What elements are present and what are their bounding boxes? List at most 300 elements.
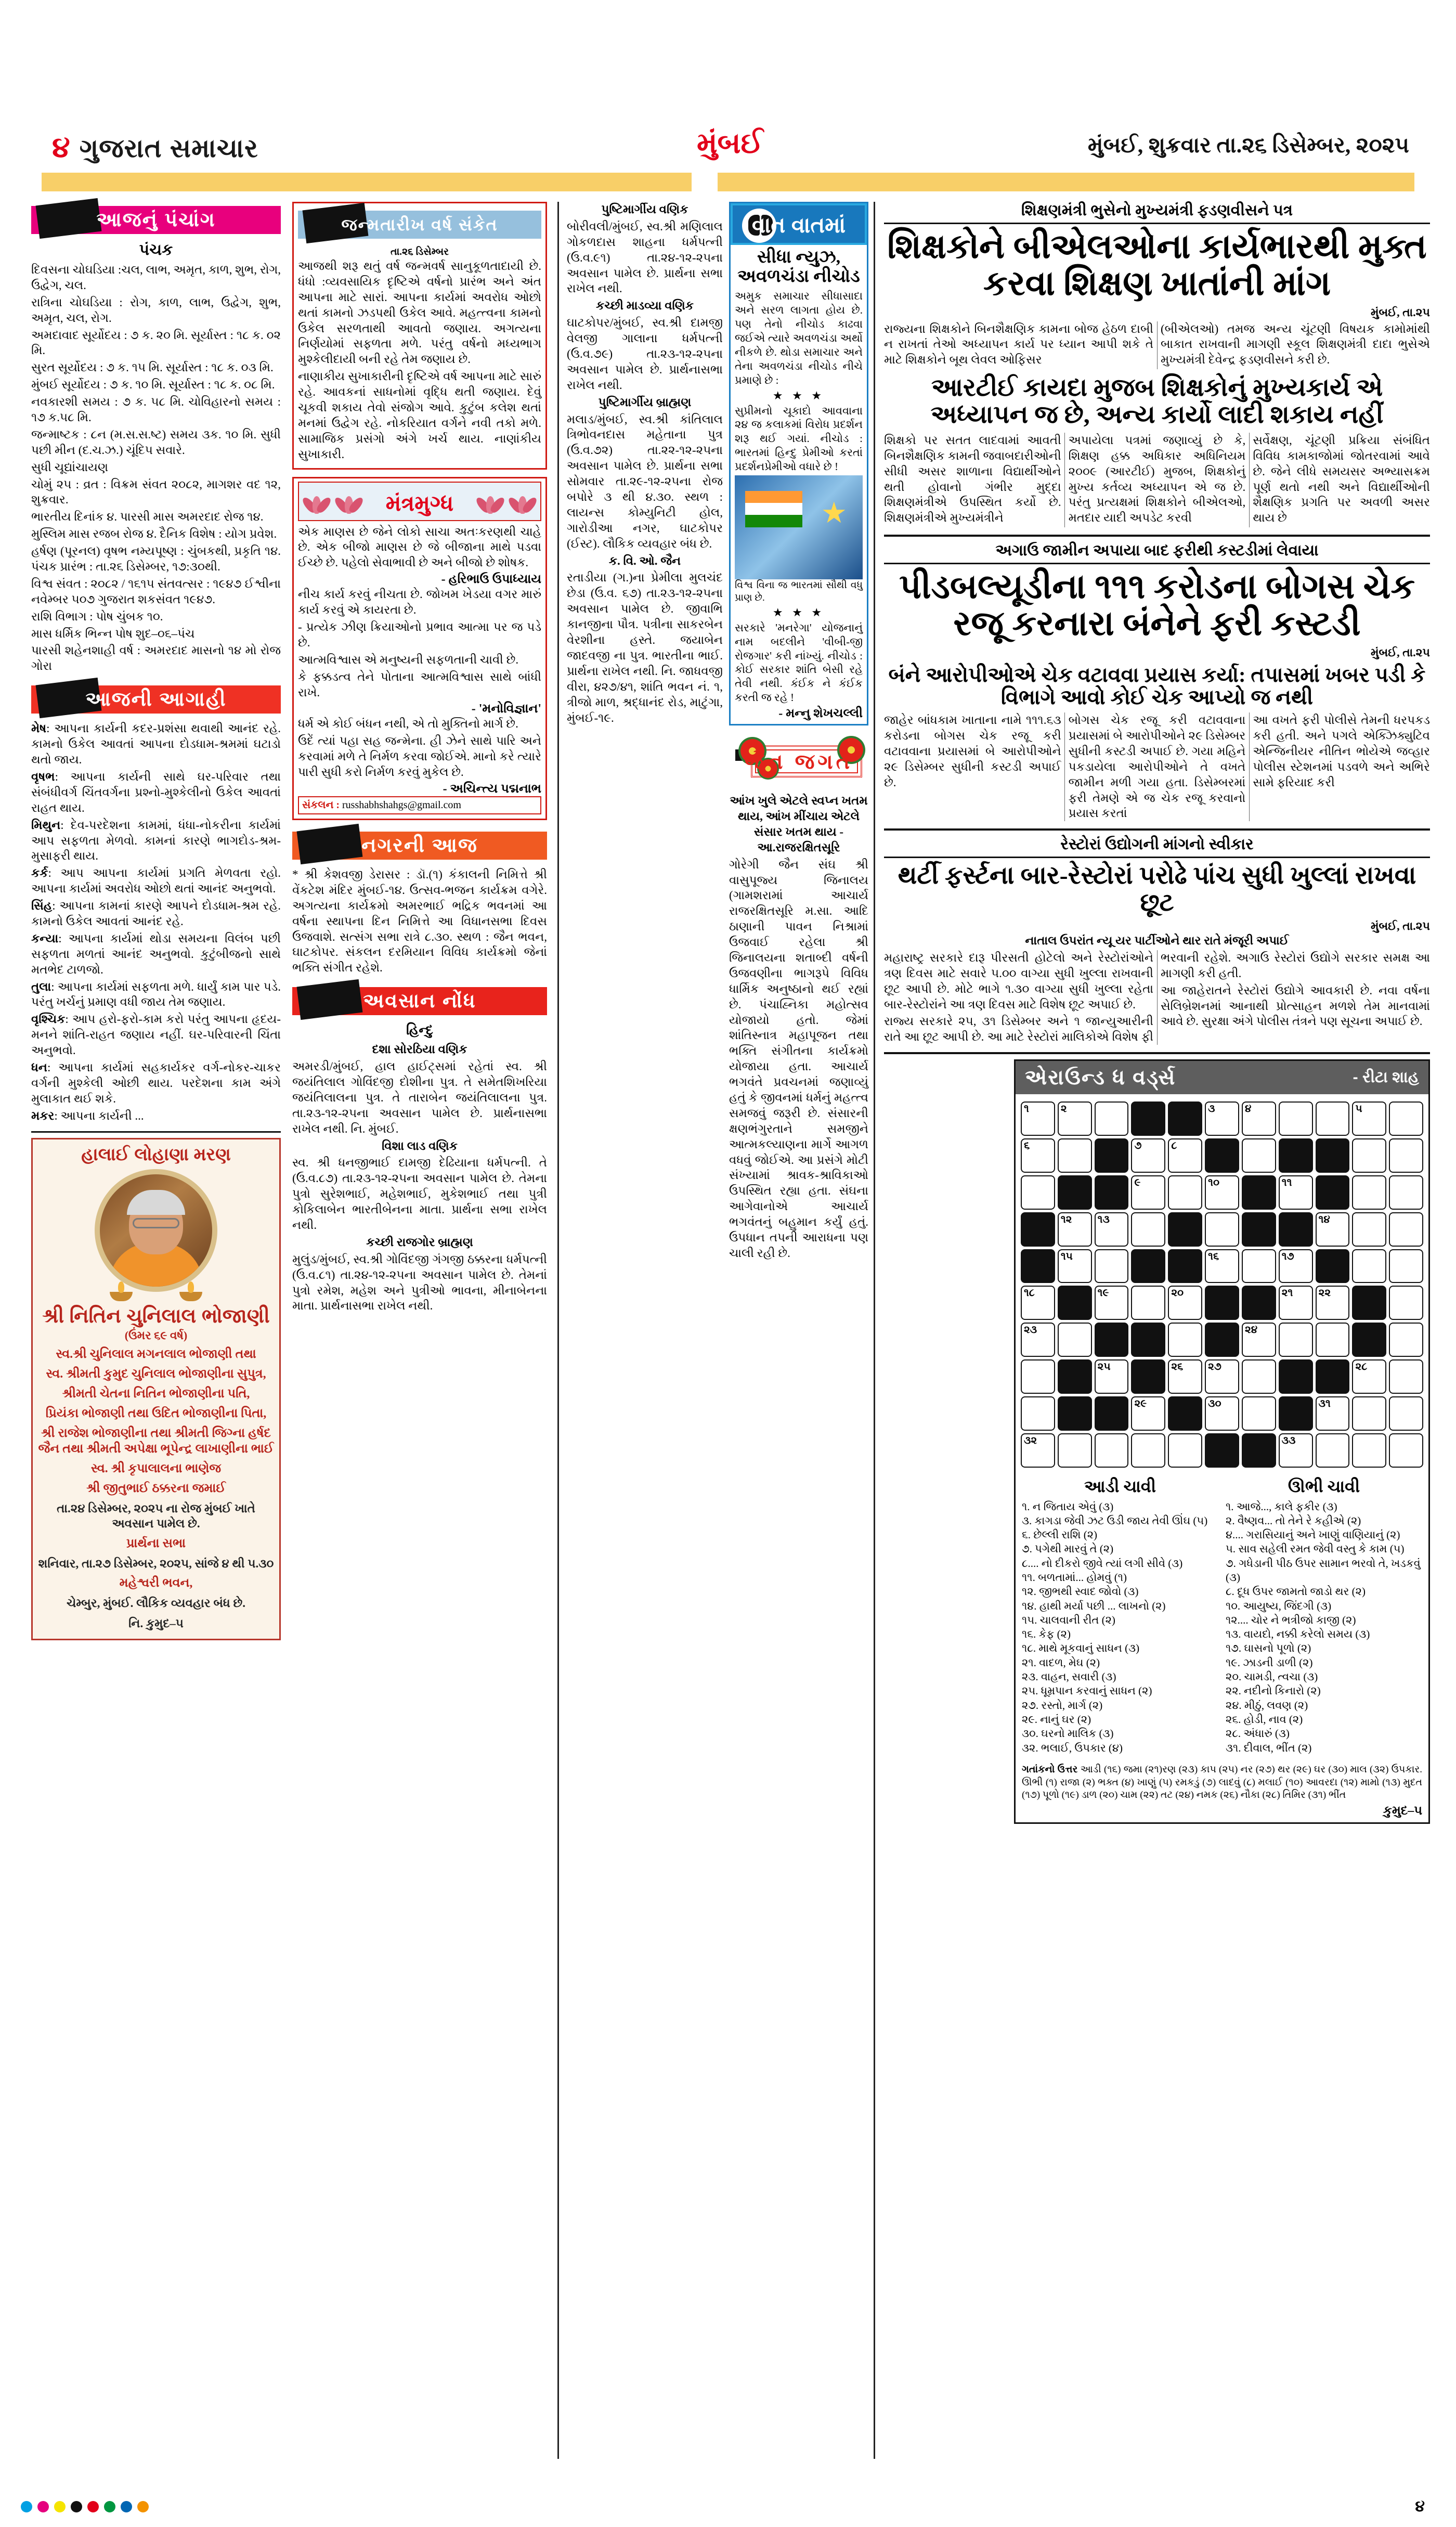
- crossword-cell[interactable]: [1021, 1396, 1055, 1431]
- agahi-item: [31, 898, 281, 929]
- crossword-clue-down: ૧૦. આયુષ્ય, જિંદગી (૩): [1226, 1599, 1332, 1612]
- crossword-clue-across: ૬. છેલ્લી રાશિ (૨): [1022, 1528, 1098, 1541]
- memorial-age: (ઉંમર ૬૯ વર્ષ): [124, 1329, 188, 1342]
- crossword-cell[interactable]: [1389, 1249, 1423, 1284]
- avsan-group-title: વિશા લાડ વણિક: [382, 1139, 458, 1152]
- crossword-clue-down: ૨૮. અંધારું (૩): [1226, 1727, 1290, 1740]
- crossword-cell[interactable]: [1058, 1138, 1092, 1173]
- crossword-cell[interactable]: [1352, 1138, 1386, 1173]
- agahi-text: : આપના કામનાં કારણે આપને દોડધામ-શ્રમ રહે. કામનો ઉકેલ આવતાં આનંદ રહે.: [31, 899, 281, 928]
- mantramugdh-quote: ઉદેં ત્યાં પહા સહ જન્મેના. હી ઝેને સાથે પારિ અને કરવામાં મળે તે નિર્મળ કરવા જોઈએ. માનો કરે ત્યારે પારી સુધી કરો નિર્મળ કરવું મુકેલ છે.: [298, 734, 541, 779]
- crossword-cell[interactable]: ૭: [1131, 1138, 1165, 1173]
- crossword-answers: [1016, 1760, 1428, 1802]
- crossword-block: [1131, 1323, 1165, 1357]
- avsan-group-text: રતાડીયા (ગ.)ના પ્રેમીલા મુલચંદ છેડા (ઉ.વ. ૬૭) તા.૨૩-૧૨-૨૫ના અવસાન પામેલ છે. જીવાભિ કાનજીના પૌત્ર. પત્રીના સાકરબેન વેરશીના હસ્તે. જયાબેન જાદવજી ના પુત્ર. ભારતીના ભાઈ. પ્રાર્થના રાખેલ નથી. નિ. જાધવજી વીરા, ૪૨૭/૪૧, શાંતિ ભવન નં. ૧, ત્રીજો માળ, શ્રદ્ધાનંદ રોડ, માટુંગા, મુંબઈ-૧૯.: [567, 571, 723, 724]
- agahi-banner-label: આજની આગાહી: [85, 689, 227, 711]
- panchang-line: પારસી શહેનશાહી વર્ષ : અમરદાદ માસનો ૧૪ મો રોજ ગોરા: [31, 644, 281, 673]
- agahi-text: : આપ હરો-ફરો-કામ કરો પરંતુ આપના હૃદય-મનને શાંતિ-રાહત જણાય નહીં. ઘર-પરિવારની ચિંતા અનુભવો.: [31, 1013, 281, 1057]
- registration-dot: [87, 2501, 99, 2512]
- crossword-cell[interactable]: [1389, 1433, 1423, 1468]
- jain-jagat-section: [729, 733, 868, 1261]
- memorial-prayer-time: શનિવાર, તા.૨૭ ડિસેમ્બર, ૨૦૨૫, સાંજે ૪ થી ૫.૩૦: [38, 1557, 274, 1570]
- nagar-banner-label: નગરની આજ: [361, 834, 478, 857]
- crossword-clue-across: ૭. પગેથી મારવું તે (૨): [1022, 1543, 1114, 1556]
- mantramugdh-banner: [298, 482, 541, 521]
- crossword-cell[interactable]: ૮: [1168, 1138, 1202, 1173]
- lead-story-3: [884, 836, 1430, 1045]
- crossword-clue-down: ૨૨. નદીનો કિનારો (૨): [1226, 1684, 1321, 1697]
- agahi-section: [31, 681, 281, 1123]
- agahi-item: [31, 865, 281, 897]
- memorial-prayer-label: પ્રાર્થના સભા: [126, 1536, 186, 1550]
- crossword-header: [1016, 1061, 1428, 1094]
- divider: [884, 1052, 1430, 1054]
- divider: [884, 535, 1430, 537]
- avsan-group-title: દશા સોરઠિયા વણિક: [372, 1043, 467, 1056]
- agahi-item: [31, 979, 281, 1010]
- crossword-clue-across: ૧. ન જિતાય એવું (૩): [1022, 1500, 1114, 1513]
- agahi-sign: સિંહ: [31, 899, 53, 913]
- crossword-cell[interactable]: ૧૪: [1316, 1212, 1350, 1247]
- crossword-author: - રીટા શાહ: [1353, 1069, 1419, 1086]
- lead2-kicker: અગાઉ જામીન અપાયા બાદ ફરીથી કસ્ટડીમાં લેવાયા: [884, 542, 1430, 564]
- crossword-title: એરાઉન્ડ ધ વર્ડ્સ: [1025, 1066, 1176, 1089]
- crossword-cell[interactable]: [1389, 1286, 1423, 1320]
- avsan-group-text: બોરીવલી/મુંબઈ, સ્વ.શ્રી મણિલાલ ગોકળદાસ શાહના ધર્મપત્ની (ઉ.વ.૯૧) તા.૨૪-૧૨-૨૫ના અવસાન પામેલ છે. પ્રાર્થના સભા રાખેલ નથી.: [567, 219, 723, 295]
- lead2-para: બોગસ ચેક રજૂ કરી વટાવવાના પ્રયાસમાં બે આરોપીઓને ૨૯ ડિસેમ્બર સુધીની કસ્ટડી અપાઈ છે. ગયા મહિને પકડાયેલા આરોપીઓને તે વખતે જામીન મળી ગયા હતા. ડિસેમ્બરમાં ફરી તેમણે એ જ ચેક રજૂ કરવાનો પ્રયાસ કરતાં: [1068, 714, 1246, 820]
- agahi-banner: [31, 681, 281, 716]
- crossword-cell[interactable]: [1095, 1249, 1129, 1284]
- mantramugdh-section: [292, 477, 547, 820]
- lead3-standfirst: નાતાલ ઉપરાંત ન્યૂ યર પાર્ટીઓને થાર રાતે મંજૂરી અપાઈ: [1025, 934, 1289, 947]
- crossword-clue-down: ૧૭. ઘાસનો પૂળો (૨): [1226, 1642, 1311, 1655]
- lead1-intro: [884, 321, 1430, 370]
- crossword-cell[interactable]: ૩૨: [1021, 1433, 1055, 1468]
- crossword-cell[interactable]: [1168, 1323, 1202, 1357]
- crossword-cell[interactable]: [1131, 1433, 1165, 1468]
- lead1-para: (બીએલઓ) તમજ અન્ય ચૂંટણી વિષયક કામોમાંથી બાકાત રાખવાની માગણી સ્કૂલ શિક્ષણમંત્રી દાદા ભુસેએ મુખ્યમંત્રી દેવેન્દ્ર ફડણવીસને કરી છે.: [1161, 322, 1430, 367]
- agahi-item: [31, 1108, 281, 1124]
- crossword-clue-down: ૨૬. હોડી, નાવ (૨): [1226, 1713, 1303, 1726]
- agahi-item: [31, 818, 281, 864]
- mantramugdh-author: - અચિન્ત્ય પદ્મનાભ: [443, 782, 541, 796]
- avsan-group-title: ક. વિ. ઓ. જૈન: [608, 554, 681, 567]
- crossword-cell[interactable]: ૨૭: [1205, 1359, 1239, 1394]
- crossword-cell[interactable]: ૩: [1205, 1101, 1239, 1136]
- lead1-dateline: મુંબઈ, તા.૨૫: [1370, 305, 1430, 319]
- panchang-line: સુરત સૂર્યોદય : ૭ ક. ૧૫ મિ. સૂર્યાસ્ત : ૧૮ ક. ૦૩ મિ.: [31, 361, 274, 374]
- crossword-section: [1014, 1059, 1430, 1824]
- column-3: [567, 202, 723, 733]
- crossword-cell[interactable]: ૬: [1021, 1138, 1055, 1173]
- lead3-kicker: રેસ્ટોરાં ઉદ્યોગની માંગનો સ્વીકાર: [884, 836, 1430, 858]
- crossword-cell[interactable]: [1095, 1101, 1129, 1136]
- crossword-cell[interactable]: [1352, 1249, 1386, 1284]
- crossword-cell[interactable]: [1352, 1175, 1386, 1210]
- avsan-banner-label: અવસાન નોંધ: [363, 990, 476, 1013]
- avsan-group-title: કચ્છી રાજગોર બ્રાહ્મણ: [366, 1235, 473, 1249]
- crossword-block: [1316, 1138, 1350, 1173]
- crossword-cell[interactable]: [1316, 1323, 1350, 1357]
- nagar-body: * શ્રી કેશવજી ડેરાસર : ડૉ.(૧) કંકાલની નિમિત્તે શ્રી વેંકટેશ મંદિર મુંબઈ-૧૪. ઉત્સવ-ભજન કાર્યક્રમ વગેરે. અગત્યના કાર્યક્રમો અમરભાઈ ભદ્રિક ભવનમાં આ વર્ષના સ્થાપના દિન નિમિત્તે આ વિધાનસભા દિવસ ઉજવાશે. સત્સંગ સભા રાત્રે ૮.૩૦. સ્થળ : જૈન ભવન, ઘાટકોપર. સંકલન દરમિયાન વિવિધ કાર્યક્રમો જેનાં ભક્તિ સંગીત રહેશે.: [292, 867, 547, 975]
- panchang-line: ચોમું ૨૫ : વ્રત : વિક્રમ સંવત ૨૦૮૨, માગશર વદ ૧૨, શુક્રવાર.: [31, 477, 281, 507]
- lead2-dateline: મુંબઈ, તા.૨૫: [1370, 645, 1430, 659]
- crossword-block: [1279, 1359, 1313, 1394]
- crossword-clue-across: ૧૬. કેફ (૨): [1022, 1628, 1071, 1641]
- janmatarikh-date-chip: તા.૨૬ ડિસેમ્બર: [391, 247, 449, 257]
- crossword-cell[interactable]: [1389, 1323, 1423, 1357]
- lead1-para: શિક્ષકો પર સતત લાદવામાં આવતી બિનશૈક્ષણિક કામની જવાબદારીઓની સીધી અસર શાળાના વિદ્યાર્થીઓને થતી હોવાનો ગંભીર મુદ્દા શિક્ષણમંત્રીએ ઉપસ્થિત કર્યો છે. શિક્ષણમંત્રીએ મુખ્યમંત્રીને: [884, 433, 1061, 525]
- agahi-item: [31, 1060, 281, 1107]
- masthead-paper-name: ગુજરાત સમાચાર: [79, 134, 258, 163]
- mantramugdh-quote: કે ફક્કડત્વ તેને પોતાના આત્મવિશ્વાસ સાથે બાંધી રાખે.: [298, 670, 541, 699]
- crossword-cell[interactable]: [1389, 1138, 1423, 1173]
- lead-story-1: [884, 202, 1430, 527]
- avsan-group-text: અમરડી/મુંબઈ, હાલ હાઈટ્સમાં રહેતાં સ્વ. શ્રી જયંતિલાલ ગોવિંદજી દોશીના પુત્ર. તે સમેતશિખરિયા જયંતિલાલના પુત્ર. તે તારાબેન જયંતિલાલના પુત્ર. તા.૨૩-૧૨-૨૫ના અવસાન પામેલ છે. પ્રાર્થનાસભા રાખેલ નથી. નિ. મુંબઈ.: [292, 1060, 547, 1135]
- crossword-block: [1095, 1138, 1129, 1173]
- panchang-banner: [31, 202, 281, 236]
- crossword-cell[interactable]: ૧૭: [1279, 1249, 1313, 1284]
- crossword-cell[interactable]: ૨: [1058, 1101, 1092, 1136]
- crossword-cell[interactable]: ૨૮: [1352, 1359, 1386, 1394]
- crossword-cell[interactable]: ૧૨: [1058, 1212, 1092, 1247]
- panchang-line: મુંબઈ સૂર્યોદય : ૭ ક. ૧૦ મિ. સૂર્યાસ્ત : ૧૮ ક. ૦૮ મિ.: [31, 378, 275, 392]
- crossword-cell[interactable]: [1352, 1396, 1386, 1431]
- crossword-cell[interactable]: ૧: [1021, 1101, 1055, 1136]
- crossword-block: [1131, 1249, 1165, 1284]
- panchang-line: દિવસના ચોઘડિયા :ચલ, લાભ, અમૃત, કાળ, શુભ, રોગ, ઉદ્વેગ, ચલ.: [31, 263, 281, 292]
- crossword-cell[interactable]: [1389, 1101, 1423, 1136]
- crossword-cell[interactable]: [1021, 1175, 1055, 1210]
- vaat-vaatma-signature: - મન્નુ શેખચલ્લી: [778, 707, 863, 721]
- mantramugdh-quote: આત્મવિશ્વાસ એ મનુષ્યની સફળતાની ચાવી છે.: [298, 653, 519, 666]
- crossword-block: [1168, 1396, 1202, 1431]
- page-footer-number: ૪: [1415, 2498, 1425, 2515]
- crossword-cell[interactable]: ૨૬: [1168, 1359, 1202, 1394]
- crossword-cell[interactable]: [1058, 1433, 1092, 1468]
- memorial-relation: શ્રી જીતુભાઈ ઠક્કરના જમાઈ: [86, 1482, 226, 1496]
- vaat-vaatma-section: [729, 202, 868, 725]
- memorial-relation: શ્રી રાજેશ ભોજાણીના તથા શ્રીમતી જિગ્ના હર્ષદ જૈન તથા શ્રીમતી અપેક્ષા ભૂપેન્દ્ર લાખાણીના ભાઈ: [38, 1427, 274, 1456]
- masthead: [0, 126, 1456, 192]
- panchang-banner-label: આજનું પંચાંગ: [96, 209, 216, 231]
- crossword-clue-down: ૫. સાવ સહેલી રમત જેવી વસ્તુ કે કામ (૫): [1226, 1543, 1405, 1556]
- registration-dot: [21, 2501, 32, 2512]
- crossword-cell[interactable]: ૨૪: [1242, 1323, 1276, 1357]
- crossword-block: [1058, 1359, 1092, 1394]
- jain-jagat-banner: [729, 733, 868, 790]
- crossword-cell[interactable]: [1242, 1249, 1276, 1284]
- vaat-vaatma-para: સરકારે 'મનરેગા' યોજનાનું નામ બદલીને 'વીબી-જી રોજગાર' કરી નાંખ્યું. નીચોડ : કોઈ સરકાર શાંતિ બેસી રહે તેવી નથી. કંઈક ને કંઈક કરતી જ રહે !: [735, 621, 863, 704]
- janmatarikh-banner-label: જન્મતારીખ વર્ષ સંકેત: [341, 215, 498, 234]
- lead2-body: [884, 712, 1430, 821]
- crossword-cell[interactable]: ૯: [1131, 1175, 1165, 1210]
- avsan-group-title: પુષ્ટિમાર્ગીય બ્રાહ્મણ: [598, 395, 692, 409]
- crossword-clue-across: ૨૩. વાહન, સવારી (૩): [1022, 1670, 1116, 1683]
- crossword-cell[interactable]: [1242, 1396, 1276, 1431]
- crossword-cell[interactable]: [1168, 1175, 1202, 1210]
- crossword-clue-across: ૨૧. વાદળ, મેઘ (૨): [1022, 1656, 1100, 1669]
- crossword-cell[interactable]: [1279, 1101, 1313, 1136]
- crossword-block: [1242, 1433, 1276, 1468]
- vaat-vaatma-para: અમુક સમાચાર સીધાસાદા અને સરળ લાગતા હોય છે. પણ તેનો નીચોડ કાઢવા જઈએ ત્યારે અવળચંડા અર્થો નીકળે છે. થોડા સમાચાર અને તેના અવળચંડા નીચોડ નીચે પ્રમાણે છે :: [735, 290, 863, 386]
- crossword-cell[interactable]: ૧૩: [1095, 1212, 1129, 1247]
- vaat-vaatma-banner: [731, 203, 867, 245]
- crossword-clue-down: ૪.... ગરાસિયાનું અને ખાણું વાણિયાનું (૨): [1226, 1528, 1400, 1541]
- crossword-down-title: ઊભી ચાવી: [1288, 1476, 1360, 1496]
- crossword-clue-down: ૮. દૂધ ઉપર જામતો જાડો થર (૨): [1226, 1585, 1366, 1598]
- mantramugdh-email-bar[interactable]: [298, 796, 541, 814]
- crossword-clue-down: ૨૪. મીઠું, લવણ (૨): [1226, 1699, 1308, 1712]
- crossword-block: [1242, 1212, 1276, 1247]
- vaat-vaatma-headline: સીધા ન્યુઝ, અવળચંડા નીચોડ: [737, 248, 860, 286]
- crossword-cell[interactable]: [1352, 1433, 1386, 1468]
- avsan-banner: [292, 983, 547, 1017]
- crossword-block: [1058, 1286, 1092, 1320]
- avsan-group-text: મુલુંડ/મુંબઈ, સ્વ.શ્રી ગોવિંદજી ગંગજી ઠક્કરના ધર્મપત્ની (ઉ.વ.૮૧) તા.૨૪-૧૨-૨૫ના અવસાન પામેલ છે. તેમનાં પુત્રો રમેશ, મહેશ અને પુત્રીઓ ભાવના, મીનાબેનના માતા. પ્રાર્થનાસભા રાખેલ નથી.: [292, 1252, 547, 1313]
- crossword-clue-across: ૮.... નો દીકરો જીવે ત્યાં લગી સીવે (૩): [1022, 1557, 1183, 1570]
- avsan-group-text: મલાડ/મુંબઈ, સ્વ.શ્રી કાંતિલાલ ત્રિભોવનદાસ મહેતાના પુત્ર (ઉ.વ.૭૨) તા.૨૨-૧૨-૨૫ના અવસાન પામેલ છે. પ્રાર્થના સભા સોમવાર તા.૨૯-૧૨-૨૫ના રોજ બપોરે ૩ થી ૪.૩૦. સ્થળ : લાયન્સ કોમ્યુનિટી હોલ, ગારોડીઆ નગર, ઘાટકોપર (ઈસ્ટ). લૌકિક વ્યવહાર બંધ છે.: [567, 412, 723, 550]
- panchang-subhead: પંચક: [139, 241, 173, 258]
- crossword-cell[interactable]: ૪: [1242, 1101, 1276, 1136]
- memorial-community-title: હાલાઈ લોહાણા મરણ: [81, 1144, 231, 1164]
- agahi-text: : આપના કાર્યની સાથે ઘર-પરિવાર તથા સંબંધીવર્ગ ચિંતવર્ગના પ્રશ્નો-મુશ્કેલીનો ઉકેલ આવતાં રાહત થાય.: [31, 770, 281, 814]
- crossword-block: [1205, 1286, 1239, 1320]
- crossword-answers-text: આડી (૧૬) જમા (૨૧)રણ (૨૩) કાપ (૨૫) નર (૨૭) થર (૨૯) ઘર (૩૦) માલ (૩૨) ઉપકાર. ઊભી (૧) રાજા (૨) ભક્ત (૪) ખાણું (૫) રમકડું (૭) લાદવું (૮) મલાઈ (૧૦) આવરદા (૧૨) મામો (૧૩) મુદત (૧૭) પૂળો (૧૯) ડાળ (૨૦) ચામ (૨૨) તટ (૨૪) નમક (૨૬) નૌકા (૨૮) તિમિર (૩૧) ભીંત: [1022, 1764, 1422, 1801]
- mantramugdh-author: - 'મનોવિજ્ઞાન': [471, 702, 541, 716]
- crossword-block: [1095, 1396, 1129, 1431]
- crossword-cell[interactable]: ૨૩: [1021, 1323, 1055, 1357]
- avsan-nondh-section: [292, 983, 547, 1314]
- registration-dot: [37, 2501, 49, 2512]
- vaat-vaatma-image: [735, 475, 863, 579]
- memorial-relation: પ્રિયંકા ભોજાણી તથા ઉદિત ભોજાણીના પિતા,: [45, 1407, 267, 1421]
- diya-icons: [37, 1292, 275, 1301]
- crossword-cell[interactable]: [1021, 1359, 1055, 1394]
- lead2-para: આ વખતે ફરી પોલીસે તેમની ધરપકડ કરી હતી. અને પગલે એક્ઝિક્યુટિવ એન્જિનીયર નીતિન ભોયેએ જવ્હાર પોલીસ સ્ટેશનમાં પડવળે અને અભિરે સામે ફરિયાદ કરી: [1253, 714, 1430, 789]
- crossword-block: [1279, 1138, 1313, 1173]
- agahi-sign: તુલા: [31, 980, 51, 993]
- memorial-footer: નિ. કુમુદ–૫: [128, 1617, 184, 1630]
- crossword-answers-label: ગતાંકનો ઉત્તર: [1022, 1764, 1078, 1775]
- agahi-text: : આપના કાર્યની કદર-પ્રશંસા થવાથી આનંદ રહે. કામનો ઉકેલ આવતાં આપના દોડધામ-શ્રમમાં ઘટાડો થતો જાય.: [31, 722, 281, 767]
- panchang-line: જન્માષ્ટક : ૮ન (મ.સ.સ.ષ્ટ) સમય ૩ક. ૧૦ મિ. સુધી પછી મીન (દ.ચ.ઝ.) ચૂંદિ૫ સવારે.: [31, 427, 281, 457]
- panchang-line: વિશ્વ સંવત : ૨૦૮૨ / ૧૬૧૫ સંતવત્સર : ૧૯૪૭ ઈશ્વીના નવેમ્બર ૫૦૭ ગુજરાત શકસંવત ૧૯૪૭.: [31, 577, 281, 606]
- crossword-clue-across: ૧૧. બળતામાં... હોમવું (૧): [1022, 1571, 1127, 1584]
- crossword-clue-across: ૩૦. ઘરનો માલિક (૩): [1022, 1727, 1114, 1740]
- mantramugdh-quote: નીચ કાર્ય કરવું નીચતા છે. જોખમ ખેડયા વગર મારું કાર્ય કરવું એ કાયરતા છે.: [298, 588, 541, 617]
- column-2: [292, 202, 547, 1321]
- crossword-block: [1205, 1323, 1239, 1357]
- crossword-clue-across: ૩. કાગડા જેવી ઝટ ઉડી જાય તેવી ઊંઘ (૫): [1022, 1514, 1208, 1527]
- panchang-line: અમદાવાદ સૂર્યોદય : ૭ ક. ૨૦ મિ. સૂર્યાસ્ત : ૧૮ ક. ૦૨ મિ.: [31, 328, 281, 357]
- agahi-sign: કર્ક: [31, 866, 48, 880]
- lead1-subhead: આરટીઈ કાયદા મુજબ શિક્ષકોનું મુખ્યકાર્ય એ અધ્યાપન જ છે, અન્ય કાર્યો લાદી શકાય નહીં: [930, 374, 1384, 429]
- crossword-cell[interactable]: [1242, 1138, 1276, 1173]
- crossword-block: [1352, 1286, 1386, 1320]
- panchang-line: નવકારશી સમય : ૭ ક. ૫૮ મિ. ચોવિહારનો સમય : ૧૭ ક.૫૮ મિ.: [31, 395, 281, 424]
- memorial-relation: સ્વ. શ્રી કૃપાલાલના ભાણેજ: [90, 1462, 222, 1476]
- column-5-main: [884, 202, 1430, 1831]
- memorial-card: [31, 1138, 281, 1640]
- jain-jagat-body: ગોરેગી જૈન સંઘ શ્રી વાસુપૂજ્ય જિનાલય (ગામશરામાં આચાર્ય રાજરક્ષિતસૂરિ મ.સા. આદિ ઠાણાની પાવન નિશ્રામાં ઉજવાઈ રહેલા શ્રી જિનાલયના શતાબ્દી વર્ષની ઉજવણીના ભાગરૂપે વિવિધ ધાર્મિક અનુષ્ઠાનો થઈ રહ્યાં છે. પંચાહ્નિકા મહોત્સવ યોજાયો હતો. જેમાં શાંતિસ્નાત્ર મહાપૂજન તથા ભક્તિ સંગીતના કાર્યક્રમો યોજાયા હતા. આચાર્ય ભગવંતે પ્રવચનમાં જણાવ્યું હતું કે જીવનમાં ધર્મનું મહત્ત્વ સમજવું જરૂરી છે. સંસારની ક્ષણભંગુરતાને સમજીને આત્મકલ્યાણના માર્ગે આગળ વધવું જોઈએ. આ પ્રસંગે મોટી સંખ્યામાં શ્રાવક-શ્રાવિકાઓ ઉપસ્થિત રહ્યા હતા. સંઘના આગેવાનોએ આચાર્ય ભગવંતનું બહુમાન કર્યું હતું. ઉપધાન તપની આરાધના પણ ચાલી રહી છે.: [729, 858, 868, 1260]
- agahi-sign: કન્યા: [31, 931, 59, 945]
- crossword-cell[interactable]: [1389, 1175, 1423, 1210]
- crossword-block: [1205, 1138, 1239, 1173]
- agahi-text: : આપના કાર્યમાં સફળતા મળે. ધાર્યું કામ પાર પડે. પરંતુ ખર્ચનું પ્રમાણ વધી જાય તેમ જણાય.: [31, 980, 281, 1009]
- lead3-headline: થર્ટી ફર્સ્ટના બાર-રેસ્ટોરાં પરોઢે પાંચ સુધી ખુલ્લાં રાખવા છૂટ: [898, 862, 1416, 917]
- crossword-cell[interactable]: ૨૦: [1168, 1286, 1202, 1320]
- mantramugdh-email[interactable]: russhabhshahgs@gmail.com: [342, 799, 461, 811]
- crossword-cell[interactable]: ૧૦: [1205, 1175, 1239, 1210]
- memorial-death-date: તા.૨૪ ડિસેમ્બર, ૨૦૨૫ ના રોજ મુંબઈ ખાતે અવસાન પામેલ છે.: [57, 1502, 255, 1530]
- crossword-cell[interactable]: [1389, 1359, 1423, 1394]
- crossword-cell[interactable]: ૨૫: [1095, 1359, 1129, 1394]
- memorial-relation: શ્રીમતી ચેતના નિતિન ભોજાણીના પતિ,: [62, 1387, 250, 1401]
- mantramugdh-quote: એક માણસ છે જેને લોકો સાચા અતઃકરણથી ચાહે છે. એક બીજો માણસ છે જે બીજાના માથે પડવા ઈચ્છે છે. પહેલો સેવાભાવી છે અને બીજો છે શોષક.: [298, 525, 541, 569]
- panchang-line: સુધી ચૂદ્યાંચાયણ: [31, 460, 109, 474]
- crossword-block: [1021, 1249, 1055, 1284]
- crossword-cell[interactable]: [1242, 1359, 1276, 1394]
- agahi-sign: મિથુન: [31, 818, 61, 832]
- avsan-col2-section: [567, 202, 723, 725]
- flag-icon: [745, 491, 802, 527]
- avsan-group-title: કચ્છી માડવ્યા વણિક: [595, 299, 694, 313]
- memorial-name: શ્રી નિતિન ચુનિલાલ ભોજાણી: [42, 1305, 270, 1327]
- crossword-across: [1022, 1477, 1218, 1755]
- crossword-cell[interactable]: [1095, 1433, 1129, 1468]
- crossword-clue-across: ૨૫. ધૂમ્રપાન કરવાનું સાધન (૨): [1022, 1684, 1152, 1697]
- crossword-clue-down: ૩૧. દીવાલ, ભીંત (૨): [1226, 1741, 1312, 1754]
- registration-dots: [21, 2501, 149, 2512]
- column-1: [31, 202, 281, 1640]
- jain-jagat-quote: આંખ ખુલે એટલે સ્વપ્ન ખતમ થાય, આંખ મીંચાય એટલે સંસાર ખતમ થાય - આ.રાજરક્ષિતસૂરિ: [730, 794, 868, 854]
- crossword-grid[interactable]: [1016, 1094, 1428, 1474]
- crossword-block: [1279, 1396, 1313, 1431]
- crossword-cell[interactable]: [1131, 1212, 1165, 1247]
- agahi-sign: ધન: [31, 1060, 47, 1074]
- crossword-clue-down: ૧૨.... ચોર ને ભત્રીજો કાજી (૨): [1226, 1613, 1356, 1626]
- nagar-ni-aaj-section: [292, 827, 547, 976]
- lead1-para: રાજ્યના શિક્ષકોને બિનશૈક્ષણિક કામના બોજ હેઠળ દાબી ન રાખતાં તેઓ અધ્યાપન કાર્ય પર ધ્યાન આપી શકે તે માટે શિક્ષકોને બૂથ લેવલ ઓફિસર: [884, 322, 1153, 367]
- lead1-para: સર્વેક્ષણ, ચૂંટણી પ્રક્રિયા સંબંધિત વિવિધ કામકાજોમાં જોતરવામાં આવે છે. જેને લીધે સમયસર અભ્યાસક્રમ પૂર્ણ થતો નથી અને વિદ્યાર્થીઓની શૈક્ષણિક પ્રગતિ પર અવળી અસર થાય છે: [1253, 433, 1430, 525]
- crossword-block: [1242, 1175, 1276, 1210]
- registration-dot: [121, 2501, 132, 2512]
- crossword-cell[interactable]: [1205, 1212, 1239, 1247]
- crossword-cell[interactable]: ૧૧: [1279, 1175, 1313, 1210]
- agahi-text: : આપના કાર્યમાં સહકાર્યકર વર્ગ-નોકર-ચાકર વર્ગની મુશ્કેલી ઓછી થાય. પરદેશના કામ અંગે મુલાકાત થઈ શકે.: [31, 1060, 281, 1105]
- crossword-block: [1058, 1396, 1092, 1431]
- mantramugdh-quote: ધર્મ એ કોઈ બંધન નથી, એ તો મુક્તિનો માર્ગ છે.: [298, 717, 518, 731]
- agahi-text: : આપના કાર્યમાં થોડા સમયના વિલંબ પછી સફળતા મળતાં આનંદ અનુભવો. કુટુંબીજનો સાથે મતભેદ ટાળજો.: [31, 931, 281, 976]
- crossword-cell[interactable]: ૩૩: [1279, 1433, 1313, 1468]
- agahi-list: [31, 721, 281, 1123]
- crossword-cell[interactable]: [1316, 1433, 1350, 1468]
- agahi-item: [31, 1012, 281, 1058]
- crossword-cell[interactable]: [1389, 1212, 1423, 1247]
- crossword-clue-across: ૨૯. નાનું ઘર (૨): [1022, 1713, 1091, 1726]
- lead1-headline: શિક્ષકોને બીએલઓના કાર્યભારથી મુક્ત કરવા શિક્ષણ ખાતાંની માંગ: [887, 228, 1427, 303]
- crossword-block: [1131, 1359, 1165, 1394]
- lead2-subhead: બંને આરોપીઓએ ચેક વટાવવા પ્રયાસ કર્યા: તપાસમાં ખબર પડી કે વિભાગે આવો કોઈ ચેક આપ્યો જ નથી: [888, 663, 1426, 709]
- lead3-para: રાજ્ય સરકારે ૨૫, ૩૧ ડિસેમ્બર અને ૧ જાન્યુઆરીની રાતે આ છૂટ આપી છે. આ માટે રેસ્ટોરાં માલિકોએ વિશેષ ફી ભરવાની રહેશે. અગાઉ રેસ્ટોરાં ઉદ્યોગે સરકાર સમક્ષ આ માગણી કરી હતી.: [884, 951, 1430, 1044]
- lead1-kicker: શિક્ષણમંત્રી ભુસેનો મુખ્યમંત્રી ફડણવીસને પત્ર: [884, 202, 1430, 224]
- page-body: [31, 202, 1430, 2459]
- crossword-clue-across: ૧૪. હાથી મર્યા પછી ... લાખનો (૨): [1022, 1599, 1166, 1612]
- panchang-line: રાશિ વિભાગ : પોષ ચુંબક ૧૦.: [31, 610, 163, 623]
- column-rule-1: [557, 202, 559, 2459]
- nagar-banner: [292, 827, 547, 862]
- panchang-lines: [31, 262, 281, 674]
- crossword-cell[interactable]: ૨૨: [1316, 1286, 1350, 1320]
- crossword-block: [1279, 1212, 1313, 1247]
- registration-dot: [54, 2501, 66, 2512]
- star-divider: ★ ★ ★: [772, 605, 825, 619]
- crossword-cell[interactable]: [1279, 1323, 1313, 1357]
- memorial-relation: સ્વ.શ્રી ચુનિલાલ મગનલાલ ભોજાણી તથા: [56, 1347, 256, 1362]
- panchang-line: ભારતીય દિનાંક ૪. પારસી માસ અમરદાદ રોજ ૧૪.: [31, 510, 264, 524]
- crossword-clue-across: ૧૮. માથે મૂકવાનું સાધન (૩): [1022, 1642, 1140, 1655]
- crossword-cell[interactable]: ૩૧: [1316, 1396, 1350, 1431]
- crossword-cell[interactable]: ૧૮: [1021, 1286, 1055, 1320]
- crossword-block: [1316, 1359, 1350, 1394]
- crossword-block: [1168, 1101, 1202, 1136]
- jain-jagat-banner-label: જૈન જગત: [744, 750, 853, 774]
- crossword-cell[interactable]: [1058, 1323, 1092, 1357]
- crossword-clue-down: ૭. ગધેડાની પીઠ ઉપર સામાન ભરવો તે, ખડકવું (૩): [1226, 1557, 1421, 1584]
- crossword-clue-across: ૧૫. ચાલવાની રીત (૨): [1022, 1613, 1115, 1626]
- vaat-vaatma-para: સુપ્રીમનો ચૂકાદો આવવાના ૨૪ જ કલાકમાં વિરોધ પ્રદર્શન શરૂ થઈ ગયાં. નીચોડ : ભારતમાં હિન્દુ પ્રેમીઓ કરતાં પ્રદર્શનપ્રેમીઓ વધારે છે !: [735, 404, 863, 473]
- lead3-para: મહારાષ્ટ્ર સરકારે દારૂ પીરસતી હોટેલો અને રેસ્ટોરાંઓને ત્રણ દિવસ માટે સવારે ૫.૦૦ વાગ્યા સુધી ખુલ્લા રાખવાની છૂટ આપી છે. મોટે ભાગે ૧.૩૦ વાગ્યા સુધી ખુલ્લા રહેતા બાર-રેસ્ટોરાંને આ ત્રણ દિવસ માટે વિશેષ છૂટ અપાઈ છે.: [884, 951, 1153, 1011]
- crossword-block: [1058, 1175, 1092, 1210]
- janmatarikh-body: આજથી શરૂ થતું વર્ષ જન્મવર્ષ સાનુકૂળતાદાયી છે. ધંધો :વ્યવસાયિક દૃષ્ટિએ વર્ષનો પ્રારંભ અને અંત આપના માટે સારાં. આપના કાર્યમાં અવરોધ ઓછો થતાં કામનો ઝડપથી ઉકેલ આવે. મહત્ત્વના કામનો ઉકેલ સરળતાથી આવતો જણાય. અગત્યના નિર્ણયોમાં સફળતા મળે. પરંતુ વર્ષનો મધ્યભાગ મુશ્કેલીદાયી બની રહે તેમ જણાય છે.: [298, 259, 541, 366]
- crossword-clue-down: ૧૩. વાયદો, નક્કી કરેલો સમય (૩): [1226, 1628, 1370, 1641]
- crossword-cell[interactable]: ૧૬: [1205, 1249, 1239, 1284]
- registration-dot: [104, 2501, 115, 2512]
- registration-dot: [137, 2501, 149, 2512]
- crossword-cell[interactable]: ૧૫: [1058, 1249, 1092, 1284]
- lead1-body: [884, 433, 1430, 527]
- crossword-cell[interactable]: [1168, 1433, 1202, 1468]
- janmatarikh-banner: [298, 206, 541, 241]
- registration-dot: [71, 2501, 82, 2512]
- crossword-block: [1131, 1101, 1165, 1136]
- crossword-cell[interactable]: [1389, 1396, 1423, 1431]
- crossword-cell[interactable]: ૨૧: [1279, 1286, 1313, 1320]
- crossword-cell[interactable]: ૫: [1352, 1101, 1386, 1136]
- crossword-cell[interactable]: [1131, 1286, 1165, 1320]
- star-icon: ★: [821, 497, 847, 529]
- memorial-venue-label: મહેશ્વરી ભવન,: [119, 1576, 193, 1590]
- mantramugdh-email-label: સંકલન :: [302, 799, 340, 811]
- crossword-cell[interactable]: [1352, 1212, 1386, 1247]
- mantramugdh-author: - હરિભાઉ ઉપાધ્યાય: [441, 573, 541, 587]
- lead3-para: આ જાહેરાતને રેસ્ટોરાં ઉદ્યોગે આવકારી છે. નવા વર્ષના સેલિબ્રેશનમાં આનાથી પ્રોત્સાહન મળશે તેમ માનવામાં આવે છે. સુરક્ષા અંગે પોલીસ તંત્રને પણ સૂચના અપાઈ છે.: [1161, 983, 1430, 1028]
- panchang-section: [31, 202, 281, 674]
- crossword-cell[interactable]: [1316, 1101, 1350, 1136]
- divider: [31, 1131, 281, 1133]
- lead3-dateline: મુંબઈ, તા.૨૫: [1370, 919, 1430, 932]
- crossword-cell[interactable]: ૧૯: [1095, 1286, 1129, 1320]
- masthead-dateline: મુંબઈ, શુક્રવાર તા.૨૬ ડિસેમ્બર, ૨૦૨૫: [1087, 134, 1409, 158]
- crossword-cell[interactable]: ૩૦: [1205, 1396, 1239, 1431]
- lead2-headline: પીડબલ્યૂડીના ૧૧૧ કરોડના બોગસ ચેક રજૂ કરનારા બંનેને ફરી કસ્ટડી: [899, 568, 1415, 643]
- agahi-item: [31, 931, 281, 978]
- janmatarikh-body: નાણાકીય સુખાકારીની દૃષ્ટિએ વર્ષ આપના માટે સારું રહે. આવકનાં સાધનોમાં વૃદ્ધિ થતી જણાય. દેવું ચૂકવી શકાય તેવો સંજોગ આવે. કુટુંબ કલેશ થતાં મનમાં ઉદ્વેગ રહે. નોકરિયાત વર્ગને નવી તકો મળે. સામાજિક પ્રસંગો અંગે ખર્ચ થાય. નાણાંકીય સુખાકારી.: [298, 370, 541, 461]
- crossword-cell[interactable]: ૨૯: [1131, 1396, 1165, 1431]
- lead3-body: [884, 950, 1430, 1045]
- crossword-block: [1242, 1286, 1276, 1320]
